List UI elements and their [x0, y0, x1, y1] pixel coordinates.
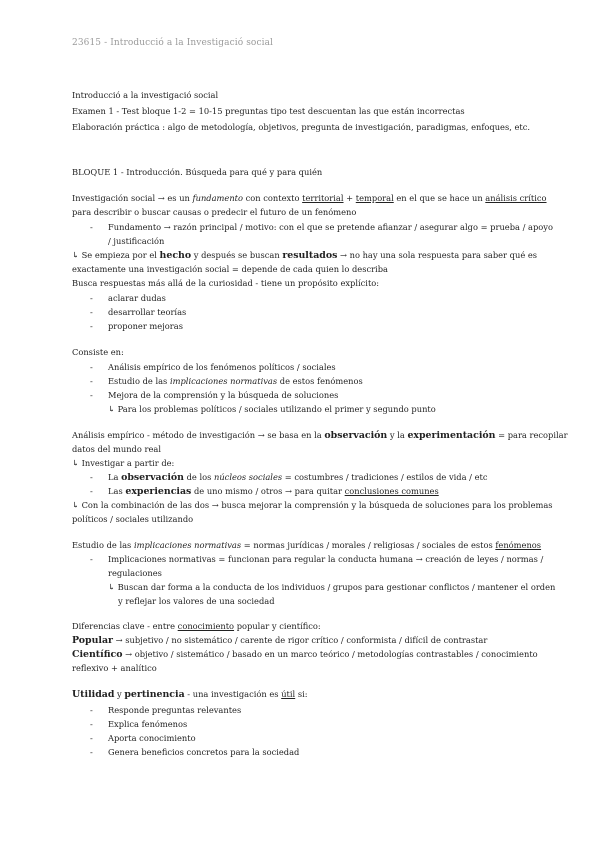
list-bullet: - [90, 747, 93, 757]
list-item: desarrollar teorías [108, 307, 187, 317]
list-item: Implicaciones normativas = funcionan para regular la conducta humana → creación de leyes / normas / [108, 554, 544, 564]
list-bullet: - [90, 321, 93, 331]
exam-note: Examen 1 - Test bloque 1-2 = 10-15 preguntas tipo test descuentan las que están incorrectas [72, 106, 465, 116]
paragraph-line: ↳ Se empieza por el hecho y después se buscan resultados → no hay una sola respuesta para saber qué es [72, 250, 538, 261]
paragraph-line: políticos / sociales utilizando [72, 514, 194, 524]
list-bullet: - [90, 222, 93, 232]
list-item-cont: regulaciones [108, 568, 162, 578]
list-bullet: - [90, 362, 93, 372]
paragraph-line: para describir o buscar causas o predecir el futuro de un fenómeno [72, 207, 357, 217]
list-sub-item: ↳ Buscan dar forma a la conducta de los individuos / grupos para gestionar conflictos / mantener el orden [108, 582, 556, 592]
paragraph-line: Diferencias clave - entre conocimiento popular y científico: [72, 621, 321, 631]
list-bullet: - [90, 307, 93, 317]
list-bullet: - [90, 390, 93, 400]
list-item: proponer mejoras [108, 321, 183, 331]
paragraph-line: exactamente una investigación social = depende de cada quien lo describa [72, 264, 388, 274]
paragraph-line: Científico → objetivo / sistemático / basado en un marco teórico / metodologías contrastables / conocimiento [72, 649, 538, 660]
paragraph-line: Utilidad y pertinencia - una investigación es útil si: [72, 689, 308, 700]
list-bullet: - [90, 733, 93, 743]
list-item: La observación de los núcleos sociales = costumbres / tradiciones / estilos de vida / etc [108, 472, 488, 483]
list-item: Las experiencias de uno mismo / otros → para quitar conclusiones comunes [108, 486, 439, 497]
course-title: Introducció a la investigació social [72, 90, 219, 100]
list-sub-item: ↳ Para los problemas políticos / sociales utilizando el primer y segundo punto [108, 404, 436, 414]
paragraph-line: ↳ Investigar a partir de: [72, 458, 175, 468]
paragraph-line: Investigación social → es un fundamento con contexto territorial + temporal en el que se hace un análisis crítico [72, 193, 547, 203]
list-bullet: - [90, 554, 93, 564]
list-item: Responde preguntas relevantes [108, 705, 242, 715]
list-bullet: - [90, 705, 93, 715]
paragraph-line: reflexivo + analítico [72, 663, 157, 673]
paragraph-line: Consiste en: [72, 347, 124, 357]
list-item: Explica fenómenos [108, 719, 188, 729]
list-bullet: - [90, 293, 93, 303]
list-bullet: - [90, 376, 93, 386]
paragraph-line: Estudio de las implicaciones normativas = normas jurídicas / morales / religiosas / sociales de estos fenómenos [72, 540, 542, 550]
paragraph-line: Busca respuestas más allá de la curiosidad - tiene un propósito explícito: [72, 278, 380, 288]
list-bullet: - [90, 486, 93, 496]
list-bullet: - [90, 719, 93, 729]
paragraph-line: Análisis empírico - método de investigación → se basa en la observación y la experimentación = para recopilar [72, 430, 568, 441]
list-item: aclarar dudas [108, 293, 166, 303]
list-item: Estudio de las implicaciones normativas de estos fenómenos [108, 376, 363, 386]
list-item: Genera beneficios concretos para la sociedad [108, 747, 300, 757]
paragraph-line: Popular → subjetivo / no sistemático / carente de rigor crítico / conformista / difícil de contrastar [72, 635, 488, 646]
page-header: 23615 - Introducció a la Investigació social [72, 38, 274, 48]
section-title: BLOQUE 1 - Introducción. Búsqueda para qué y para quién [72, 167, 323, 177]
list-item: Aporta conocimiento [108, 733, 196, 743]
practice-note: Elaboración práctica : algo de metodología, objetivos, pregunta de investigación, paradigmas, enfoques, etc. [72, 122, 531, 132]
list-item: Fundamento → razón principal / motivo: con el que se pretende afianzar / asegurar algo = prueba / apoyo [108, 222, 553, 232]
paragraph-line: datos del mundo real [72, 444, 161, 454]
list-bullet: - [90, 472, 93, 482]
paragraph-line: ↳ Con la combinación de las dos → busca mejorar la comprensión y la búsqueda de soluciones para los problemas [72, 500, 553, 510]
list-sub-item-cont: y reflejar los valores de una sociedad [118, 596, 275, 606]
list-item: Análisis empírico de los fenómenos políticos / sociales [108, 362, 336, 372]
list-item-cont: / justificación [108, 236, 165, 246]
list-item: Mejora de la comprensión y la búsqueda de soluciones [108, 390, 339, 400]
